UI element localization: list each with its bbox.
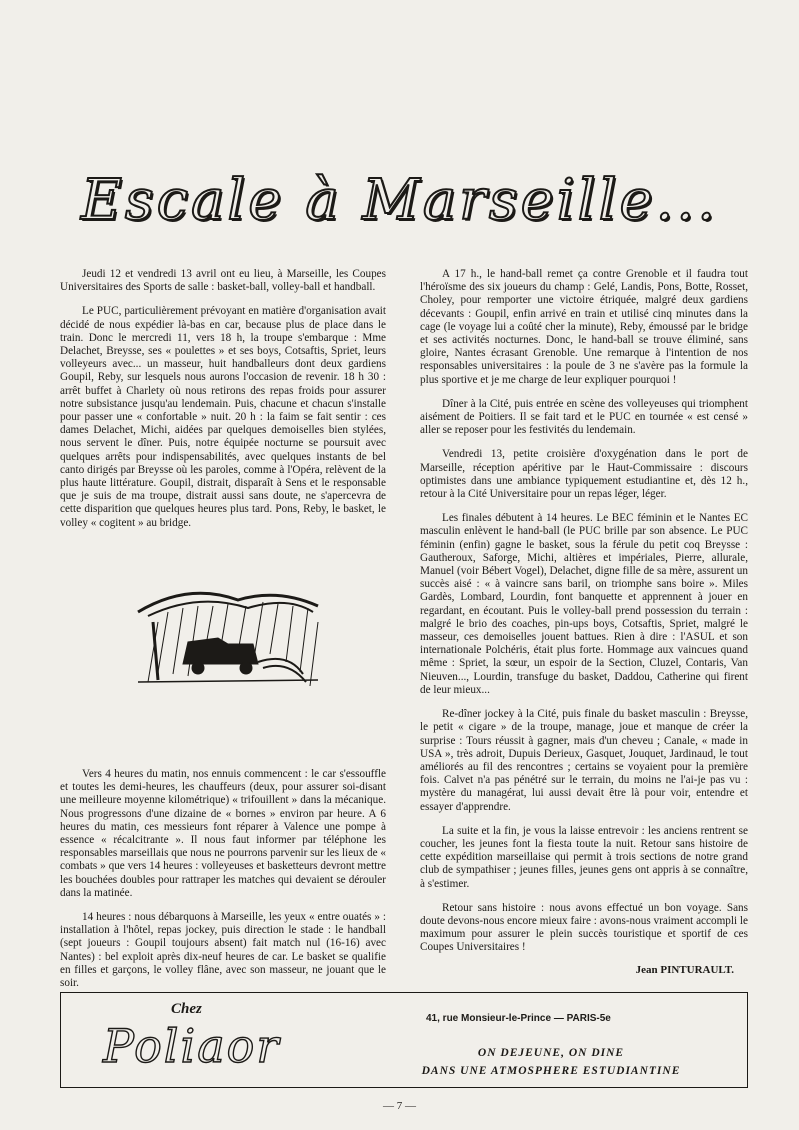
paragraph: 14 heures : nous débarquons à Marseille, les yeux « entre ouatés » : installation à l'hôtel, repas jockey, puis direction le stade : le handball (sept joueurs : Goupil toujours absent) fait match nul (16-16) avec Nantes) : bel exploit après dix-neuf heures de car. Le basket se qualifie en filles et garçons, le volley flâne, avec son masseur, ne jouant que le soir. bbox=[60, 911, 386, 990]
paragraph: Le PUC, particulièrement prévoyant en matière d'organisation avait décidé de nous expédier là-bas en car, because plus de place dans le train. Donc le mercredi 11, vers 18 h, la troupe s'embarque : Mme Delachet, Breysse, ses « poulettes » et ses boys, Cotsaftis, Spriet, leurs volleyeurs avec... un masseur, huit handballeurs dont deux gardiens Goupil, Reby, sur lesquels nous aurons l'occasion de revenir. 18 h 30 : arrêt buffet à Charlety où nous retirons des repas froids pour assurer notre subsistance jusqu'au lendemain. Puis, chacune et chacun s'installe pour passer une « confortable » nuit. 20 h : la faim se fait sentir : ces dames Delachet, Michi, aidées par quelques demoiselles bien stylées, nous servent le dîner. Puis, notre équipée nocturne se poursuit avec quelques arrêts pour indispensabilités, avec quelques instants de bel canto dirigés par Breysse où les paroles, comme à l'Opéra, relèvent de la plus haute littérature. Goupil, distrait, disparaît à Sens et le responsable que je suis de ma troupe, distrait aussi sans doute, ne s'apercevra de cette disparition que quelques heures plus tard. Pons, Reby, le basket, le volley « cogitent » au bridge. bbox=[60, 305, 386, 529]
left-column-lower bbox=[60, 768, 386, 1001]
ad-tagline-1: ON DEJEUNE, ON DINE bbox=[477, 1047, 625, 1059]
paragraph: Jeudi 12 et vendredi 13 avril ont eu lieu, à Marseille, les Coupes Universitaires des Sports de salle : basket-ball, volley-ball et handball. bbox=[60, 268, 386, 294]
page-number: — 7 — bbox=[383, 1100, 416, 1112]
paragraph: Re-dîner jockey à la Cité, puis finale du basket masculin : Breysse, le petit « cigare » de la troupe, manage, joue et manque de créer la surprise : Tours réussit à gagner, mais d'un cheveu ; Canale, « made in USA », très adroit, Dupuis Derieux, Gasquet, Jouquet, Jardinaud, le tout améliorés au fil des rencontres ; certains se voyaient pour la première fois. Calvet n'a pas pénétré sur le terrain, du moins ne l'ai-je pas vu : mystère du managérat, lui aussi devait être là pour voir, entendre et essayer d'apprendre. bbox=[420, 708, 748, 813]
left-column-upper bbox=[60, 268, 386, 541]
ad-address: 41, rue Monsieur-le-Prince — PARIS-5e bbox=[426, 1013, 611, 1024]
ad-tagline-2: DANS UNE ATMOSPHERE ESTUDIANTINE bbox=[421, 1065, 681, 1077]
right-column bbox=[420, 268, 748, 966]
paragraph: Dîner à la Cité, puis entrée en scène des volleyeuses qui triomphent aisément de Poitiers. Il se fait tard et le PUC en tournée « est censé » aller se reposer pour les festivités du lendemain. bbox=[420, 397, 748, 437]
paragraph: A 17 h., le hand-ball remet ça contre Grenoble et il faudra tout l'héroïsme des six joueurs du champ : Gelé, Landis, Pons, Botte, Rosset, Choley, pour remporter une victoire étriquée, malgré deux gardiens décevants : Goupil, enfin arrivé en train et utilisé cinq minutes dans la cage (le voyage lui a coûté cher la minute), Reby, émoussé par le bridge et ses activités nocturnes. Donc, le hand-ball se trouve éliminé, sans gloire, Nantes écrasant Grenoble. Une remarque à l'intention de nos responsables universitaires : la poule de 3 ne s'avère pas la formule la plus sportive et je me charge de leur expliquer pourquoi ! bbox=[420, 268, 748, 386]
article-title: Escale à Marseille... bbox=[80, 168, 719, 233]
paragraph: Vers 4 heures du matin, nos ennuis commencent : le car s'essouffle et toutes les demi-heures, les chauffeurs (deux, pour assurer soi-disant une meilleure moyenne kilométrique) « trifouillent » dans la mécanique. Nous progressons d'une dizaine de « bornes » environ par heure. A 6 heures du matin, ces messieurs font réparer à Valence une pompe à essence « récalcitrante ». Il nous faut informer par téléphone les responsables marseillais que nous ne pourrons parvenir sur les lieux de « combats » que vers 14 heures : volleyeuses et basketteurs devront mettre les bouchées doubles pour rattraper les matches qui devaient se dérouler dans la matinée. bbox=[60, 768, 386, 899]
paragraph: Les finales débutent à 14 heures. Le BEC féminin et le Nantes EC masculin enlèvent le hand-ball (le PUC brille par son absence. Le PUC féminin (enfin) gagne le basket, sous la férule du petit coq Breysse : Gautheroux, Saforge, Michi, altières et impériales, Pierre, allurale, Manuel (voir Bébert Vogel), Delachet, digne fille de sa mère, assurent un succès aisé : « à vaincre sans baril, on triomphe sans boire ». Miles Gardès, Lombard, Lourdin, font banquette et apprennent à jouer en regardant, en écoutant. Puis le volley-ball prend possession du terrain : malgré le brio des coaches, pin-ups boys, Cotsaftis, Spriet, malgré le masseur, ces demoiselles jouent battues. Rien à dire : l'ASUL et son internationale Polchéris, était plus forte. Hommage aux vaincues quand même : Spriet, la sœur, un espoir de la Section, Cluzel, Contaris, Van Nieuven..., Lourdin, transfuge du basket, Daddou, Catherine qui firent de leur mieux... bbox=[420, 512, 748, 696]
paragraph: Retour sans histoire : nous avons effectué un bon voyage. Sans doute devons-nous encore mieux faire : avons-nous vraiment accompli le maximum pour assurer le plein succès touristique et sportif de ces Coupes Universitaires ! bbox=[420, 901, 748, 954]
ad-chez-label: Chez bbox=[171, 1001, 202, 1017]
advertisement-box bbox=[60, 992, 748, 1088]
rainy-car-illustration bbox=[128, 582, 328, 690]
paragraph: Vendredi 13, petite croisière d'oxygénation dans le port de Marseille, réception apéritive par le Haut-Commissaire : discours optimistes dans une ambiance typiquement estudiantine et, dès 12 h., retour à la Cité Universitaire pour un repas léger, léger. bbox=[420, 448, 748, 501]
ad-restaurant-name: Poliaor bbox=[103, 1019, 281, 1073]
author-signature: Jean PINTURAULT. bbox=[635, 964, 734, 976]
paragraph: La suite et la fin, je vous la laisse entrevoir : les anciens rentrent se coucher, les jeunes font la fiesta toute la nuit. Retour sans histoire de cette expédition marseillaise qui permit à trois sections de notre grand club de sympathiser ; jeunes filles, jeunes gens ont appris à se connaître, à s'estimer. bbox=[420, 824, 748, 890]
